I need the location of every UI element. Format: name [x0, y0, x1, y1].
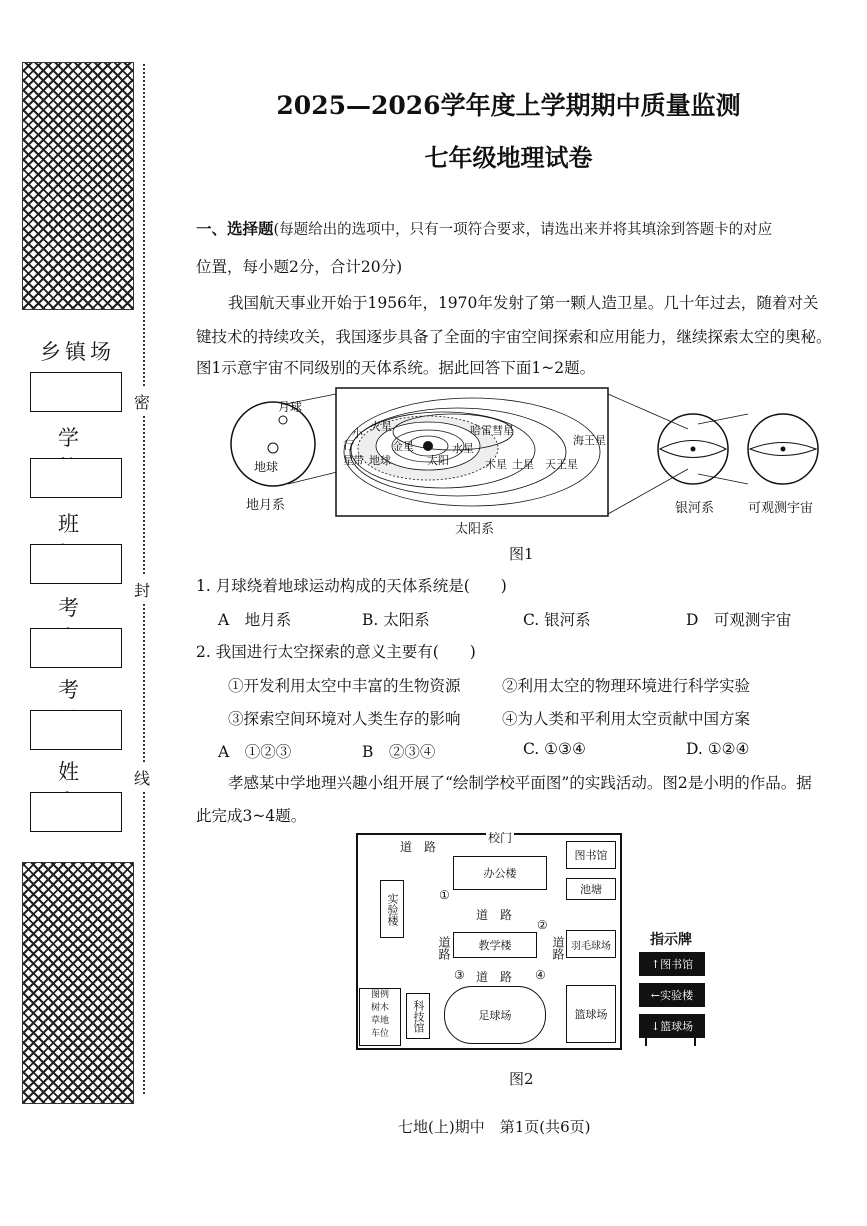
label-solar-system: 太阳系: [455, 522, 495, 537]
map-marker-4: ④: [535, 968, 546, 982]
map-pond: 池塘: [566, 878, 616, 900]
label-galaxy: 银河系: [675, 501, 715, 516]
passage2-line2: 此完成3~4题。: [196, 807, 307, 825]
q2-item-1: ①开发利用太空中丰富的生物资源: [228, 677, 461, 695]
field-label-number: 考: [58, 678, 97, 702]
legend-tree: 树木: [370, 1003, 389, 1013]
label-uranus: 天王星: [545, 458, 578, 471]
section-instruction: [196, 218, 856, 241]
label-neptune: 海王星: [573, 434, 606, 447]
seal-char-feng: 封: [134, 576, 150, 603]
map-marker-2: ②: [537, 918, 548, 932]
map-gate: 校门: [488, 831, 513, 845]
label-halley: 哈雷彗星: [470, 424, 514, 437]
q1-option-d: D 可观测宇宙: [686, 611, 792, 629]
field-label-room: 考: [58, 596, 97, 620]
map-teaching-building: 教学楼: [453, 932, 537, 958]
label-asteroid-2: 行: [343, 439, 354, 452]
legend-parking: 车位: [370, 1029, 389, 1039]
passage1-line3: 图1示意宇宙不同级别的天体系统。据此回答下面1~2题。: [196, 359, 596, 377]
label-earth: 地球: [254, 460, 279, 474]
q2-item-2: ②利用太空的物理环境进行科学实验: [502, 677, 751, 695]
seal-char-xian: 线: [134, 764, 150, 791]
field-label-town: 乡镇场: [40, 340, 115, 364]
map-football: 足球场: [444, 986, 546, 1044]
label-earth-moon-system: 地月系: [246, 498, 286, 513]
q2-option-c: C. ①③④: [523, 740, 586, 758]
map-road-middle: 道 路: [476, 908, 513, 922]
label-earth-planet: 地球: [369, 454, 391, 467]
section-heading: 一、选择题: [196, 219, 274, 238]
label-saturn: 土星: [512, 458, 534, 471]
decorative-pattern-bottom: [22, 862, 134, 1104]
field-label-class: 班: [58, 512, 97, 536]
passage1-line2: 键技术的持续攻关，我国逐步具备了全面的宇宙空间探索和应用能力，继续探索太空的奥秘。: [196, 328, 832, 346]
legend-grass: 草地: [370, 1016, 389, 1026]
map-office: 办公楼: [453, 856, 547, 890]
map-road-right: 道路: [551, 936, 565, 960]
legend-title: 图例: [370, 990, 389, 1000]
field-box-school[interactable]: [30, 458, 122, 498]
label-mars: 火星: [370, 420, 392, 433]
label-jupiter: 木星: [485, 458, 507, 471]
q2-stem: 2. 我国进行太空探索的意义主要有( ): [196, 643, 476, 661]
label-universe: 可观测宇宙: [748, 501, 814, 516]
map-tech-museum: 科技馆: [406, 993, 430, 1039]
label-venus: 金星: [392, 440, 414, 453]
field-box-room[interactable]: [30, 628, 122, 668]
field-box-name[interactable]: [30, 792, 122, 832]
signboard-title: 指示牌: [650, 932, 692, 948]
page-title: 2025—2026学年度上学期期中质量监测: [276, 91, 741, 120]
signboard-post: [645, 1036, 647, 1046]
q2-option-d: D. ①②④: [686, 740, 750, 758]
q1-option-a: A 地月系: [218, 611, 292, 629]
q2-option-b: B ②③④: [362, 743, 436, 761]
label-asteroid-4: 带: [353, 454, 364, 467]
label-asteroid-3: 星: [343, 454, 354, 467]
label-mercury: 水星: [452, 442, 474, 455]
q2-item-4: ④为人类和平利用太空贡献中国方案: [502, 710, 751, 728]
q1-option-c: C. 银河系: [523, 611, 591, 629]
field-box-town[interactable]: [30, 372, 122, 412]
field-label-name: 姓: [58, 760, 97, 784]
label-moon: 月球: [278, 400, 303, 414]
figure2-caption: 图2: [509, 1070, 534, 1088]
page-subtitle: 七年级地理试卷: [424, 143, 593, 172]
sign-lab: ←实验楼: [639, 983, 705, 1007]
q1-option-b: B. 太阳系: [362, 611, 430, 629]
field-label-school: 学: [58, 426, 97, 450]
q2-option-a: A ①②③: [218, 743, 292, 761]
q2-item-3: ③探索空间环境对人类生存的影响: [228, 710, 461, 728]
decorative-pattern-top: [22, 62, 134, 310]
section-instruction-2: 位置，每小题2分，合计20分): [196, 258, 403, 276]
label-sun: 太阳: [427, 454, 449, 467]
map-road-bottom: 道 路: [476, 970, 513, 984]
field-box-class[interactable]: [30, 544, 122, 584]
map-road-left: 道路: [437, 936, 451, 960]
figure1-caption: 图1: [509, 545, 534, 563]
passage1-line1: 我国航天事业开始于1956年，1970年发射了第一颗人造卫星。几十年过去，随着对关: [228, 294, 819, 312]
map-badminton: 羽毛球场: [566, 930, 616, 958]
map-road-top: 道 路: [400, 840, 437, 854]
map-marker-3: ③: [454, 968, 465, 982]
field-box-number[interactable]: [30, 710, 122, 750]
map-legend: [359, 988, 401, 1046]
map-library: 图书馆: [566, 841, 616, 869]
sign-library: ↑图书馆: [639, 952, 705, 976]
map-marker-1: ①: [439, 888, 450, 902]
section-instruction-1: (每题给出的选项中，只有一项符合要求，请选出来并将其填涂到答题卡的对应: [273, 222, 773, 238]
q1-stem: 1. 月球绕着地球运动构成的天体系统是( ): [196, 577, 507, 595]
label-asteroid-1: 小: [352, 427, 363, 440]
signboard-post-2: [694, 1036, 696, 1046]
passage2-line1: 孝感某中学地理兴趣小组开展了“绘制学校平面图”的实践活动。图2是小明的作品。据: [228, 774, 812, 792]
page-footer: 七地(上)期中 第1页(共6页): [398, 1118, 591, 1136]
seal-char-mi: 密: [134, 388, 150, 415]
map-lab: 实验楼: [380, 880, 404, 938]
map-basketball: 篮球场: [566, 985, 616, 1043]
sign-basketball: ↓篮球场: [639, 1014, 705, 1038]
